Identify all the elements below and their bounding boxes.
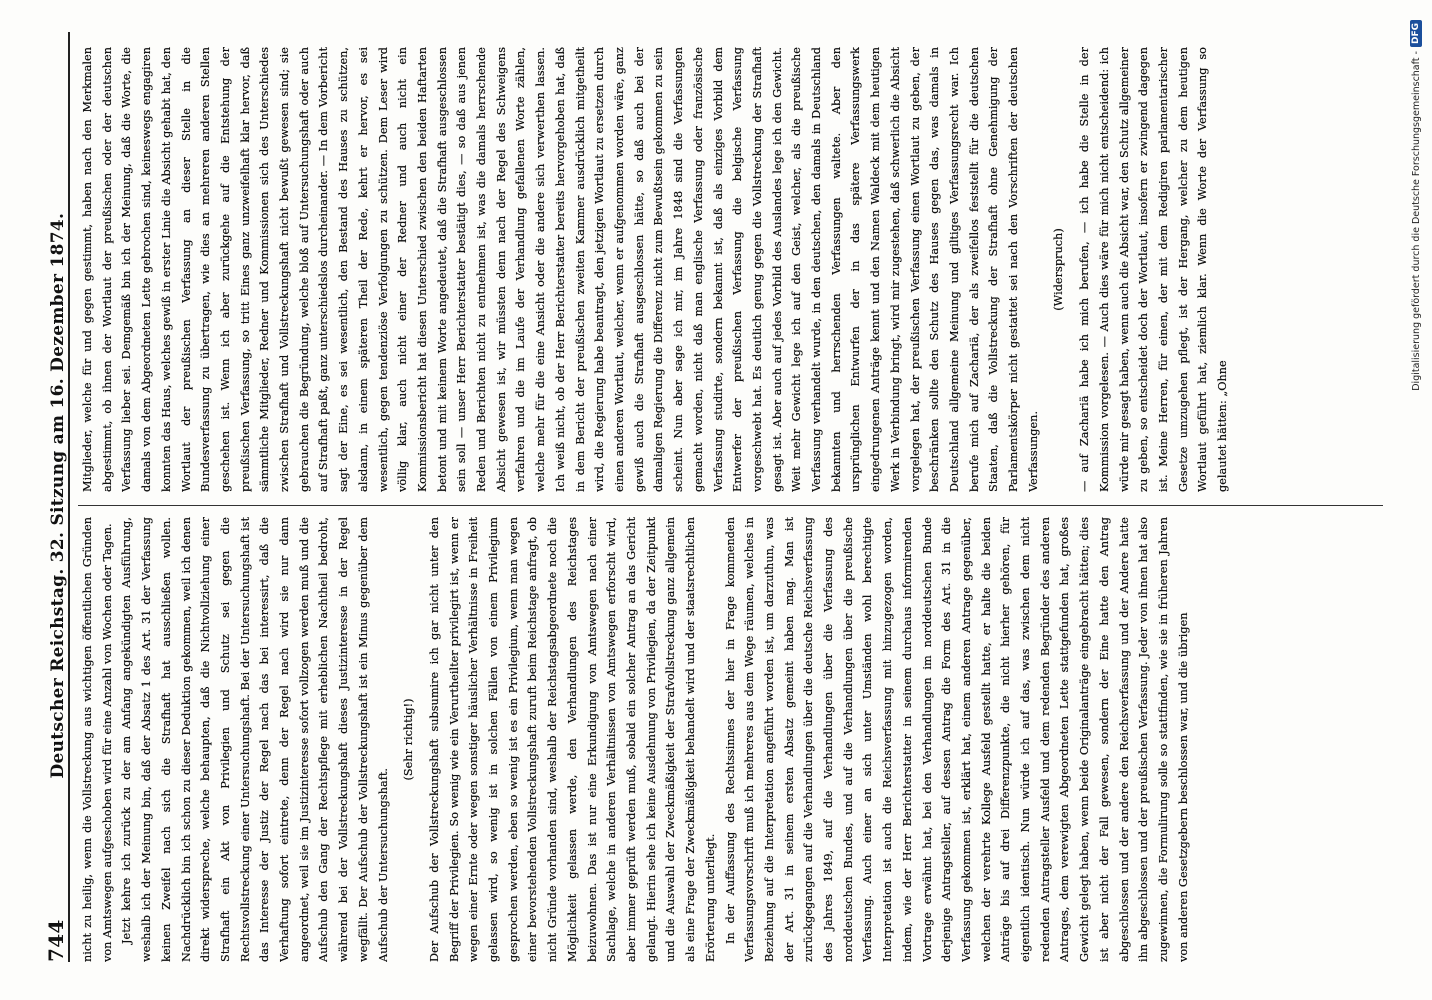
paragraph: In der Auffassung des Rechtssinnes der hier in Frage kommenden Verfassungsvorschrift muß ich mehreres aus dem Wege räumen, welches in Beziehung auf die Interpretation angeführt worden ist, um darzuthun, was der Art. 31 in seinem ersten Absatz gemeint haben mag. Man ist zurückgegangen auf die Verhandlungen über die deutsche Reichsverfassung des Jahres 1849, auf die Verhandlungen über die Verfassung des norddeutschen Bundes, und auf die Verhandlungen über die preußische Verfassung. Auch einer an sich unter Umständen wohl berechtigte Interpretation ist auch die Reichsverfassung mit hinzugezogen worden, indem, wie der Herr Berichterstatter in seinem durchaus informirenden Vortrage erwähnt hat, bei den Verhandlungen im norddeutschen Bunde derjenige Antragsteller, auf dessen Antrag die Form des Art. 31 in die Verfassung gekommen ist, erklärt hat, einem anderen Antrage gegenüber, welchen der verehrte Kollege Ausfeld gestellt hatte, er halte die beiden Anträge bis auf drei Differenzpunkte, die nicht hierher gehören, für eigentlich identisch. Nun würde ich auf das, was zwischen dem nicht redenden Antragsteller Ausfeld und dem redenden Begründer des anderen Antrages, dem verewigten Abgeordneten Lette stattgefunden hat, großes Gewicht gelegt haben, wenn beide Originalanträge eingebracht hätten; dies ist aber nicht der Fall gewesen, sondern der Eine hatte den Antrag abgeschlossen und der andere den Reichsverfassung und der Andere hatte ihn abgeschlossen und der preußischen Verfassung. Jeder von ihnen hat also zugewinnen, die Formulirung solle so stattfinden, wie sie in früheren Jahren von anderen Gesetzgebern beschlossen war, und die übrigen (723, 517, 1190, 962)
column-divider (78, 505, 1383, 506)
paragraph: nicht zu heilig, wenn die Vollstreckung aus wichtigen öffentlichen Gründen von Amtswegen aufgeschoben wird für eine Anzahl von Wochen oder Tagen. (81, 517, 114, 962)
page-number: 744 (44, 919, 68, 962)
dfg-logo: DFG (1410, 20, 1422, 47)
digitization-notice: Digitalisierung gefördert durch die Deutsche Forschungsgemeinschaft - (1410, 51, 1422, 391)
page-header (34, 32, 70, 962)
rotated-document (20, 20, 1410, 980)
paragraph: Jetzt kehre ich zurück zu der am Anfang angekündigten Ausführung, weshalb ich der Meinung bin, daß der Absatz 1 des Art. 31 der Verfassung keinen Zweifel nach sich die Strafhaft hat ausschließen wollen. Nachdrücklich bin ich schon zu dieser Deduktion gekommen, weil ich denen direkt widerspreche, welche behaupten, daß die Nichtvollziehung einer Strafhaft ein Akt von Privilegien und Schutz sei gegen die Rechtsvollstreckung einer Untersuchungshaft. Bei der Untersuchungshaft ist das Interesse der Justiz der Regel nach das bei interessirt, daß die Verhaftung sofort eintrete, denn der Regel nach wird sie nur dann angeordnet, weil sie im Justizinteresse sofort vollzogen werden muß und die Aufschub den Gang der Rechtspflege mit erheblichen Nachtheil bedroht, während bei der Vollstreckungshaft dieses Justizinteresse in der Regel wegfällt. Der Aufschub der Vollstreckungshaft ist ein Minus gegenüber dem Aufschub der Untersuchungshaft. (120, 517, 390, 962)
left-text-column (78, 517, 1388, 962)
interjection: (Widerspruch) (1052, 228, 1066, 311)
paragraph: — auf Zachariä habe ich mich berufen, — ich habe die Stelle in der Kommission vorgelesen. — Auch dies wäre für mich nicht entscheidend: ich würde mir gesagt haben, wenn auch die Absicht war, den Schutz allgemeiner zu geben, so entscheidet doch der Wortlaut, insofern er zwingend dagegen ist. Meine Herren, für einen, der mit dem Redigiren parlamentarischer Gesetze umzugehen pflegt, ist der Hergang, welcher zu dem heutigen Wortlaut geführt hat, ziemlich klar. Wenn die Worte der Verfassung so gelautet hätten: „Ohne (1078, 47, 1230, 492)
paragraph: Der Aufschub der Vollstreckungshaft subsumire ich gar nicht unter den Begriff der Privilegien. So wenig wie ein Verurtheilter privilegirt ist, wenn er wegen einer Ernte oder wegen sonstiger häuslicher Verhältnisse in Freiheit gelassen wird, so wenig ist in solchen Fällen von einem Privilegium gesprochen werden, eben so wenig ist es ein Privilegium, wenn man wegen einer bevorstehenden Vollstreckungshaft zuruft beim Reichstage anfragt, ob nicht Gründe vorhanden sind, weshalb der Reichstagsabgeordnete noch die Möglichkeit gelassen werde, den Verhandlungen des Reichstages beizuwohnen. Das ist nur eine Erkundigung von Amtswegen nach einer Sachlage, welche in anderen Verhältnissen von Amtswegen erforscht wird, aber immer geprüft werden muß, sobald ein solcher Antrag an das Gericht gelangt. Hierin sehe ich keine Ausdehnung von Privilegien, da der Zeitpunkt und die Auswahl der Zweckmäßigkeit der Strafvollstreckung ganz allgemein als eine Frage der Zweckmäßigkeit behandelt wird und der staatsrechtlichen Erörterung unterliegt. (427, 517, 717, 962)
paragraph: Mitglieder, welche für und gegen gestimmt, haben nach den Merkmalen abgestimmt, ob ihnen der Wortlaut der preußischen oder der deutschen Verfassung lieber sei. Demgemäß bin ich der Meinung, daß die Worte, die damals von dem Abgeordneten Lette gebrochen sind, keineswegs engagiren konnten das Haus, welches gewiß in erster Linie die Absicht gehabt hat, den Wortlaut der preußischen Verfassung an dieser Stelle in die Bundesverfassung zu übertragen, wie dies an mehreren anderen Stellen geschehen ist. Wenn ich aber zurückgehe auf die Entstehung der preußischen Verfassung, so tritt Eines ganz unzweifelhaft klar hervor, daß sämmtliche Mitglieder, Redner und Kommissionen sich des Unterschiedes zwischen Strafhaft und Vollstreckungshaft nicht bewußt gewesen sind; sie gebrauchen die Begründung, welche bloß auf Untersuchungshaft oder auch auf Strafhaft paßt, ganz unterschiedslos durcheinander. — In dem Vorbericht sagt der Eine, es sei wesentlich, den Bestand des Hauses zu schützen, alsdann, in einem späteren Theil der Rede, kehrt er hervor, es sei wesentlich, gegen tendenziöse Verfolgungen zu schützen. Dem Leser wird völlig klar, auch nicht einer der Redner und auch nicht ein Kommissionsbericht hat diesen Unterschied zwischen den beiden Haftarten betont und mit keinem Worte angedeutet, daß die Strafhaft ausgeschlossen sein soll — unser Herr Berichterstatter bestätigt dies, — so daß aus jenen Reden und Berichten nicht zu entnehmen ist, was die damals herrschende Absicht gewesen ist, wir müssten denn nach der Regel des Schweigens verfahren und die im Laufe der Verhandlung gefallenen Worte zählen, welche mehr für die eine Ansicht oder die andere sich verwerthen lassen. Ich weiß nicht, ob der Herr Berichterstatter bereits hervorgehoben hat, daß in dem Bericht der preußischen zweiten Kammer ausdrücklich mitgetheilt wird, die Regierung habe beantragt, den jetzigen Wortlaut zu ersetzen durch einen anderen Wortlaut, welcher, wenn er aufgenommen worden wäre, ganz gewiß auch die Strafhaft ausgeschlossen hätte, so daß auch bei der damaligen Regierung die Differenz nicht zum Bewußtsein gekommen zu sein scheint. Nun aber sage ich mir, im Jahre 1848 sind die Verfassungen gemacht worden, nicht daß man englische Verfassung oder französische Verfassung studirte, sondern bekannt ist, daß als einziges Vorbild dem Entwerfer der preußischen Verfassung die belgische Verfassung vorgeschwebt hat. Es deutlich genug gegen die Vollstreckung der Strafhaft gesagt ist. Aber auch auf jedes Vorbild des Auslandes lege ich den Gewicht. Weit mehr Gewicht lege ich auf den Geist, welcher, als die preußische Verfassung verhandelt wurde, in den deutschen, den damals in Deutschland bekannten und herrschenden Verfassungen waltete. Aber den ursprünglichen Entwurfen der in das spätere Verfassungswerk eingedrungenen Anträge kennt und den Namen Waldeck mit dem heutigen Werk in Verbindung bringt, wird mir zugestehen, daß schwerlich die Absicht vorgelegen hat, der preußischen Verfassung einen Wortlaut zu geben, der beschränken sollte den Schutz des Hauses gegen das, was damals in Deutschland allgemeine Meinung und giltiges Verfassungsrecht war. Ich berufe mich auf Zachariä, der als zweifellos feststellt für die deutschen Staaten, daß die Vollstreckung der Strafhaft ohne Genehmigung der Parlamentskörper nicht gestattet sei nach den Vorschriften der deutschen Verfassungen. (81, 47, 1040, 492)
page-title: Deutscher Reichstag. 32. Sitzung am 16. Dezember 1874. (48, 212, 68, 779)
digitization-stamp (1404, 10, 1428, 990)
right-text-column (78, 47, 1388, 492)
interjection: (Sehr richtig!) (402, 698, 416, 781)
